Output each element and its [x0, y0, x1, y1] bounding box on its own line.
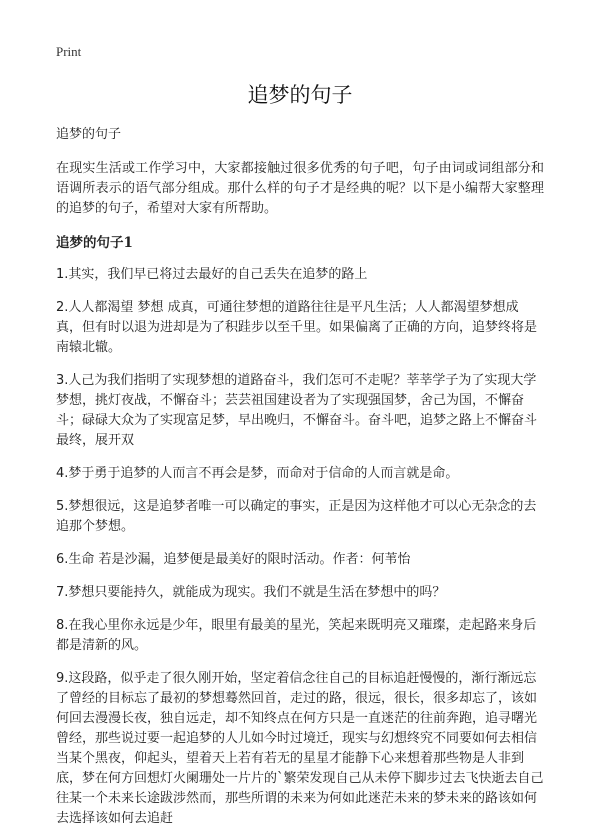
page-title: 追梦的句子	[247, 83, 353, 107]
list-item: 5.梦想很远，这是追梦者唯一可以确定的事实，正是因为这样他才可以心无杂念的去追那个梦想。	[56, 499, 537, 534]
sentence-list	[56, 265, 544, 829]
list-item: 1.其实，我们早已将过去最好的自己丢失在追梦的路上	[56, 267, 368, 282]
list-item: 9.这段路，似乎走了很久刚开始，坚定着信念往自己的目标追赶慢慢的，渐行渐远忘了曾经的目标忘了最初的梦想蓦然回首，走过的路，很远，很长，很多却忘了，该如何回去漫漫长夜，独自远走，却不知终点在何方只是一直迷茫的往前奔跑，追寻曙光曾经，那些说过要一起追梦的人儿如今时过境迁，现实与幻想终究不同要如何去相信当某个黑夜，仰起头，望着天上若有若无的星星才能静下心来想着那些物是人非到底，梦在何方回想灯火阑珊处一片片的`繁荣发现自己从未停下脚步过去飞快逝去自己往某一个未来长途跋涉然而，那些所谓的未来为何如此迷茫未来的梦未来的路该如何去选择该如何去追赶	[56, 671, 544, 826]
list-item: 3.人己为我们指明了实现梦想的道路奋斗，我们怎可不走呢？莘莘学子为了实现大学梦想，挑灯夜战，不懈奋斗；芸芸祖国建设者为了实现强国梦，舍己为国，不懈奋斗；碌碌大众为了实现富足梦，早出晚归，不懈奋斗。奋斗吧，追梦之路上不懈奋斗最终，展开双	[56, 373, 538, 448]
list-item: 4.梦于勇于追梦的人而言不再会是梦，而命对于信命的人而言就是命。	[56, 466, 459, 481]
list-item: 7.梦想只要能持久，就能成为现实。我们不就是生活在梦想中的吗？	[56, 585, 446, 600]
intro-paragraph: 在现实生活或工作学习中，大家都接触过很多优秀的句子吧，句子由词或词组部分和语调所表示的语气部分组成。那什么样的句子才是经典的呢？以下是小编帮大家整理的追梦的句子，希望对大家有所帮助。	[56, 161, 544, 216]
article-subtitle: 追梦的句子	[56, 127, 122, 142]
list-item: 8.在我心里你永远是少年，眼里有最美的星光，笑起来既明亮又璀璨，走起路来身后都是清新的风。	[56, 618, 537, 653]
section-heading: 追梦的句子1	[56, 235, 133, 251]
list-item: 2.人人都渴望 梦想 成真，可通往梦想的道路往往是平凡生活；人人都渴望梦想成真，但有时以退为进却是为了积跬步以至千里。如果偏离了正确的方向，追梦终将是南辕北辙。	[56, 300, 538, 355]
print-link[interactable]: Print	[56, 44, 82, 59]
list-item: 6.生命 若是沙漏，追梦便是最美好的限时活动。作者：何苇怡	[56, 552, 411, 567]
